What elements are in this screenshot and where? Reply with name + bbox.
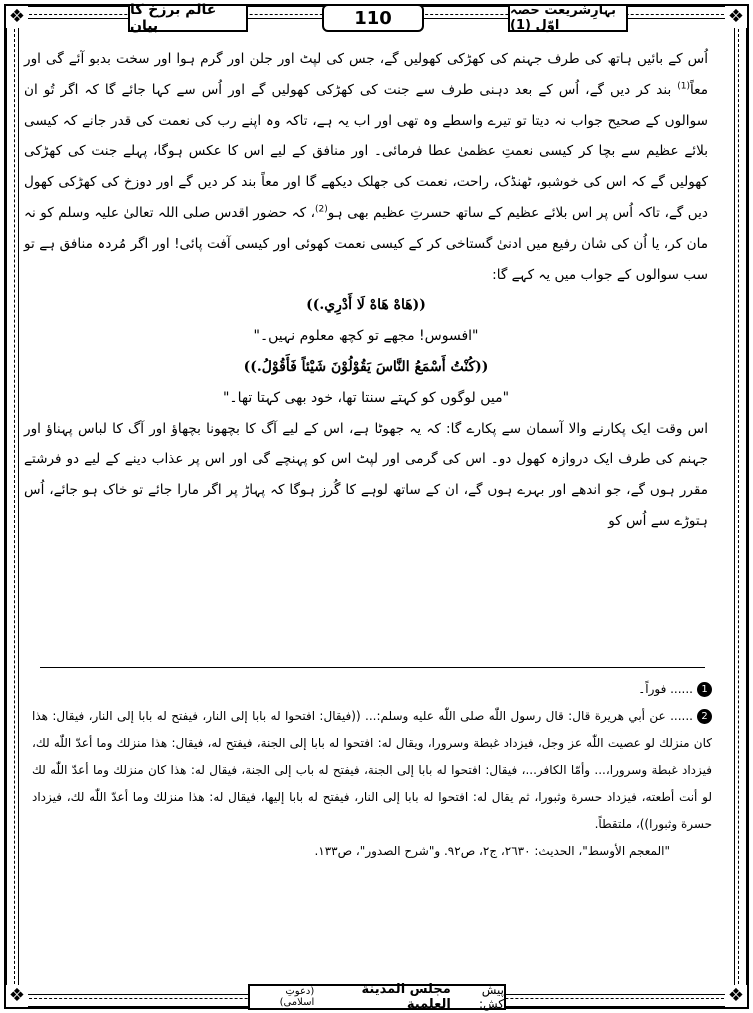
footnote-divider <box>40 667 705 668</box>
footnote-ref-2[interactable]: (2) <box>315 204 328 215</box>
footnote-number: 1 <box>697 682 712 697</box>
footer-prefix: پیش کش: <box>478 983 504 1011</box>
paragraph-1-part-c: ، کہ حضور اقدس صلی اللہ تعالیٰ علیہ وسلم کو نہ مان کر، یا اُن کی شان رفیع میں ادنیٰ گستاخی کر کے کیسی نعمت کھوئی اور کیسی آفت پائی! اور اگر مُردہ منافق ہے تو سب سوالوں کے جواب میں یہ کہے گا: <box>24 204 708 283</box>
paragraph-1 <box>24 44 708 290</box>
footnote-ref-1[interactable]: (1) <box>677 81 691 92</box>
paragraph-2: اس وقت ایک پکارنے والا آسمان سے پکارے گا: کہ یہ جھوٹا ہے، اس کے لیے آگ کا بچھونا بچھاؤ اور آگ کا لباس پہناؤ اور جہنم کی طرف ایک دروازہ کھول دو۔ اس کی گرمی اور لپٹ اس کو پہنچے گی اور اس پر عذاب دینے کے لیے دو فرشتے مقرر ہوں گے، جو اندھے اور بہرے ہوں گے، ان کے ساتھ لوہے کا گُرز ہوگا کہ پہاڑ پر اگر مارا جائے تو خاک ہو جائے، اُس ہتوڑے سے اُس کو <box>24 420 708 529</box>
footnotes <box>32 676 712 865</box>
quote-arabic-1: ((هَاهْ هَاهْ لَا أَدْرِي.)) <box>306 297 426 314</box>
quote-urdu-2: "میں لوگوں کو کہتے سنتا تھا، خود بھی کہتا تھا۔" <box>222 389 510 406</box>
footnote-number: 2 <box>697 709 712 724</box>
corner-ornament-icon: ❖ <box>6 985 28 1007</box>
footnote-source: "المعجم الأوسط"، الحديث: ٢٦٣٠، ج٢، ص٩٢. و"شرح الصدور"، ص١٣٣. <box>314 844 670 858</box>
corner-ornament-icon: ❖ <box>725 985 747 1007</box>
book-title: بہارِشریعت حصہ اوّل (1) <box>508 4 628 32</box>
paragraph-1-part-a: اُس کے بائیں ہاتھ کی طرف جہنم کی کھڑکی کھولیں گے، جس کی لپٹ اور جلن اور گرم ہوا اور سخت بدبو آئے گی اور معاً <box>24 51 708 98</box>
quote-urdu-1: "افسوس! مجھے تو کچھ معلوم نہیں۔" <box>253 328 479 345</box>
corner-ornament-icon: ❖ <box>6 6 28 28</box>
corner-ornament-icon: ❖ <box>725 6 747 28</box>
publisher-suffix: (دعوتِ اسلامی) <box>279 986 315 1008</box>
footnote-text: ...... فوراً۔ <box>638 682 693 696</box>
quote-arabic-2: ((كُنْتُ أَسْمَعُ النَّاسَ يَقُوْلُوْنَ شَيْئاً فَأَقُوْلُ.)) <box>243 358 489 375</box>
chapter-title: عالم برزخ کا بیان <box>128 4 248 32</box>
footnote-2 <box>32 703 712 838</box>
paragraph-1-part-b: بند کر دیں گے، اُس کے بعد دہنی طرف سے جنت کی کھڑکی کھولیں گے اور اُس سے کہا جائے گا کہ اگر تُو ان سوالوں کے صحیح جواب نہ دیتا تو تیرے واسطے وہ تھی اور اب یہ ہے، تاکہ وہ اپنے رب کی نعمت کی قدر جانے کہ کیسی بلائے عظیم سے بچا کر کیسی نعمتِ عظمیٰ عطا فرمائی۔ اور منافق کے لیے اس کا عکس ہوگا، پہلے جنت کی کھڑکی کھولیں گے کہ اس کی خوشبو، ٹھنڈک، راحت، نعمت کی جھلک دیکھے گا اور معاً بند کر دیں گے اور دوزخ کی کھڑکی کھول دیں گے، تاکہ اُس پر اس بلائے عظیم کے ساتھ حسرتِ عظیم بھی ہو <box>24 81 708 221</box>
footnote-1 <box>32 676 712 703</box>
footnote-text: ...... عن أبي هريرة قال: قال رسول اللّٰه صلى اللّٰه عليه وسلم:... ((فيقال: افتحوا له بابا إلى النار، فيفتح له بابا إلى النار، فيقال: هذا كان منزلك لو عصيت اللّٰه عز وجل، فيزداد غبطة وسرورا، ويقال له: افتحوا له بابا إلى الجنة، فيفتح له، فيقال: هذا منزلك وما أعدّ اللّٰه لك، فيزداد غبطة وسرورا،... وأمّا الكافر...، فيقال: افتحوا له بابا إلى الجنة، فيفتح له باب إلى الجنة، فيقال له: هذا كان منزلك وما أعدّ اللّٰه لك لو أنت أطعته، فيزداد حسرة وثبورا، ثم يقال له: افتحوا له بابا إلى النار، فيفتح له بابا إليها، فيقال له: هذا منزلك وما أعدّ اللّٰه لك، فيزداد حسرة وثبورا))، ملتقطاً. <box>32 709 712 831</box>
publisher-name: مجلس المدينة العلمية <box>361 982 451 1012</box>
main-text <box>24 44 708 537</box>
page-number: 110 <box>322 4 424 32</box>
publisher-footer <box>248 984 506 1010</box>
